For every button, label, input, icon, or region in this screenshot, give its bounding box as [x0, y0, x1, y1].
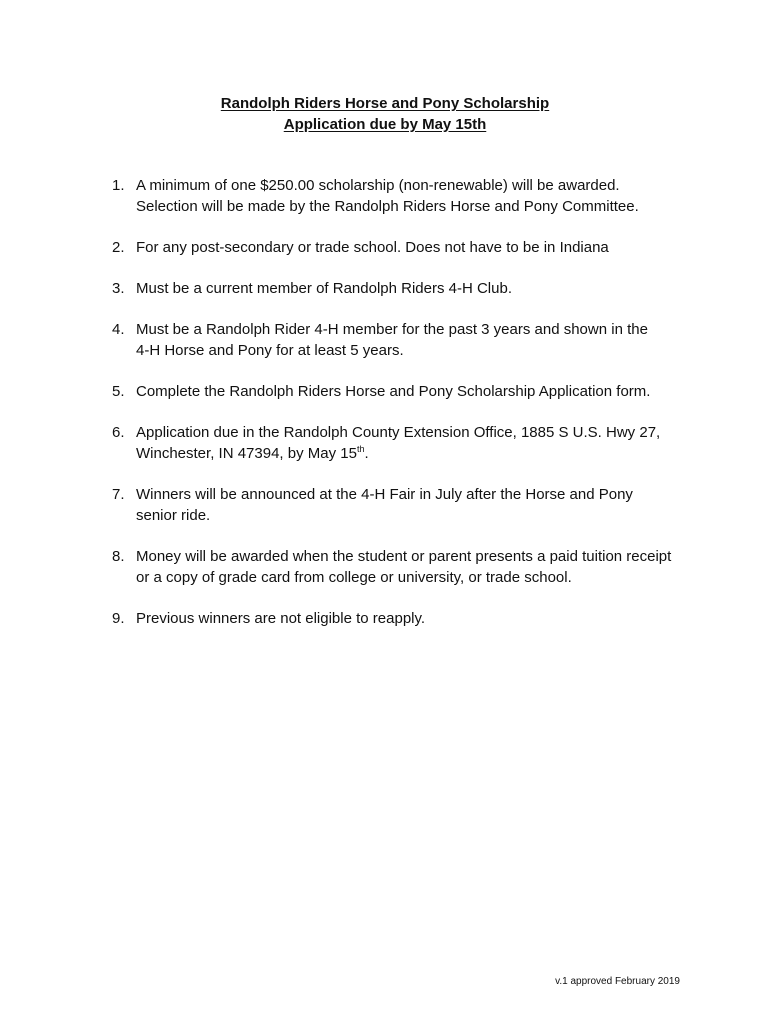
rule-text-line: 4-H Horse and Pony for at least 5 years. [136, 342, 404, 359]
rule-item-4 [112, 319, 692, 361]
rules-list [112, 175, 692, 649]
rule-item-8 [112, 546, 692, 588]
rule-number: 2. [112, 239, 125, 256]
rule-text-line: Application due in the Randolph County Extension Office, 1885 S U.S. Hwy 27, [136, 424, 661, 441]
rule-number: 7. [112, 486, 125, 503]
rule-text-line: or a copy of grade card from college or university, or trade school. [136, 569, 572, 586]
rule-text-line: Previous winners are not eligible to reapply. [136, 610, 426, 627]
rule-text-line: senior ride. [136, 507, 211, 524]
rule-text-line: Selection will be made by the Randolph Riders Horse and Pony Committee. [136, 198, 639, 215]
superscript-suffix: th [356, 444, 365, 454]
rule-text-tail: . [364, 445, 369, 462]
rule-text-line: Money will be awarded when the student or parent presents a paid tuition receipt [136, 548, 672, 565]
rule-number: 3. [112, 280, 125, 297]
rule-item-5 [112, 381, 692, 402]
rule-item-6 [112, 422, 692, 464]
version-footer: v.1 approved February 2019 [555, 976, 680, 987]
rule-number: 6. [112, 424, 125, 441]
rule-text-line: For any post-secondary or trade school. Does not have to be in Indiana [136, 239, 609, 256]
rule-item-1 [112, 175, 692, 217]
rule-number: 8. [112, 548, 125, 565]
rule-item-3 [112, 278, 692, 299]
page-subtitle: Application due by May 15th [283, 116, 487, 133]
rule-number: 1. [112, 177, 125, 194]
rule-text-line: Must be a Randolph Rider 4-H member for the past 3 years and shown in the [136, 321, 648, 338]
rule-text-line: Must be a current member of Randolph Riders 4-H Club. [136, 280, 512, 297]
rule-item-9 [112, 608, 692, 629]
rule-text-main: Winchester, IN 47394, by May 15 [136, 445, 357, 462]
rule-text-line: Complete the Randolph Riders Horse and Pony Scholarship Application form. [136, 383, 651, 400]
title-block [0, 93, 770, 135]
rule-number: 9. [112, 610, 125, 627]
page-title: Randolph Riders Horse and Pony Scholarship [220, 95, 550, 112]
rule-text-line: A minimum of one $250.00 scholarship (non-renewable) will be awarded. [136, 177, 620, 194]
rule-text-line [136, 443, 692, 464]
rule-number: 5. [112, 383, 125, 400]
rule-number: 4. [112, 321, 125, 338]
rule-item-2 [112, 237, 692, 258]
rule-text-line: Winners will be announced at the 4-H Fair in July after the Horse and Pony [136, 486, 633, 503]
rule-item-7 [112, 484, 692, 526]
